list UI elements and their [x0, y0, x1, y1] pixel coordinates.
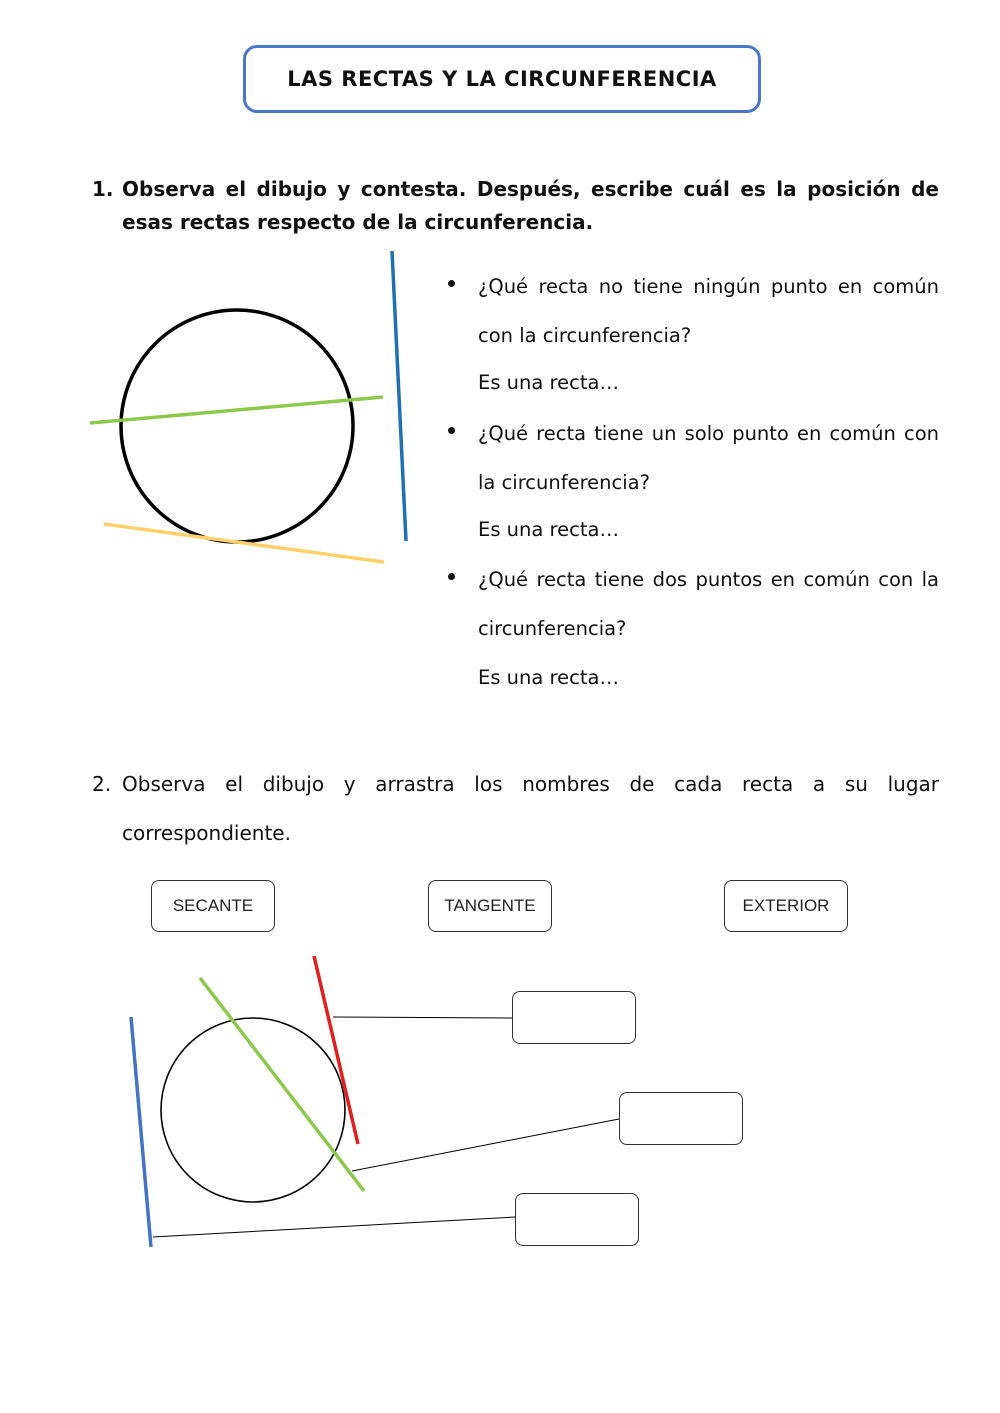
exterior-line-2: [131, 1017, 151, 1247]
connector-exterior: [153, 1217, 515, 1237]
bullet-answer-3[interactable]: Es una recta…: [478, 666, 619, 689]
bullet-question-1: ¿Qué recta no tiene ningún punto en común con la circunferencia?: [478, 275, 939, 347]
title-frame: [243, 45, 761, 113]
circle-2: [161, 1018, 345, 1202]
connector-tangent: [333, 1017, 512, 1018]
exterior-line-1: [392, 251, 406, 541]
label-exterior[interactable]: EXTERIOR: [724, 880, 848, 932]
bullet-question-3: ¿Qué recta tiene dos puntos en común con la circunferencia?: [478, 568, 939, 640]
bullet-dot: [448, 573, 455, 580]
bullet-question-2: ¿Qué recta tiene un solo punto en común con la circunferencia?: [478, 422, 939, 494]
tangent-line-1: [104, 524, 384, 562]
page-title: LAS RECTAS Y LA CIRCUNFERENCIA: [287, 67, 717, 91]
question-2-number: 2.: [92, 772, 112, 796]
drop-target-exterior[interactable]: [515, 1193, 639, 1246]
label-secante[interactable]: SECANTE: [151, 880, 275, 932]
drop-target-secant[interactable]: [619, 1092, 743, 1145]
bullet-dot: [448, 427, 455, 434]
question-1-text: Observa el dibujo y contesta. Después, escribe cuál es la posición de esas rectas respecto de la circunferencia.: [122, 177, 939, 234]
tangent-line-2: [314, 956, 358, 1144]
question-1-number: 1.: [92, 177, 114, 201]
drop-target-tangent[interactable]: [512, 991, 636, 1044]
label-tangente[interactable]: TANGENTE: [428, 880, 552, 932]
bullet-answer-2[interactable]: Es una recta…: [478, 518, 619, 541]
connector-secant: [352, 1119, 619, 1171]
circle-1: [121, 310, 353, 542]
question-2-text: Observa el dibujo y arrastra los nombres de cada recta a su lugar correspondiente.: [122, 772, 939, 845]
secant-line-1: [90, 397, 383, 423]
secant-line-2: [200, 978, 364, 1191]
bullet-dot: [448, 280, 455, 287]
bullet-answer-1[interactable]: Es una recta…: [478, 371, 619, 394]
